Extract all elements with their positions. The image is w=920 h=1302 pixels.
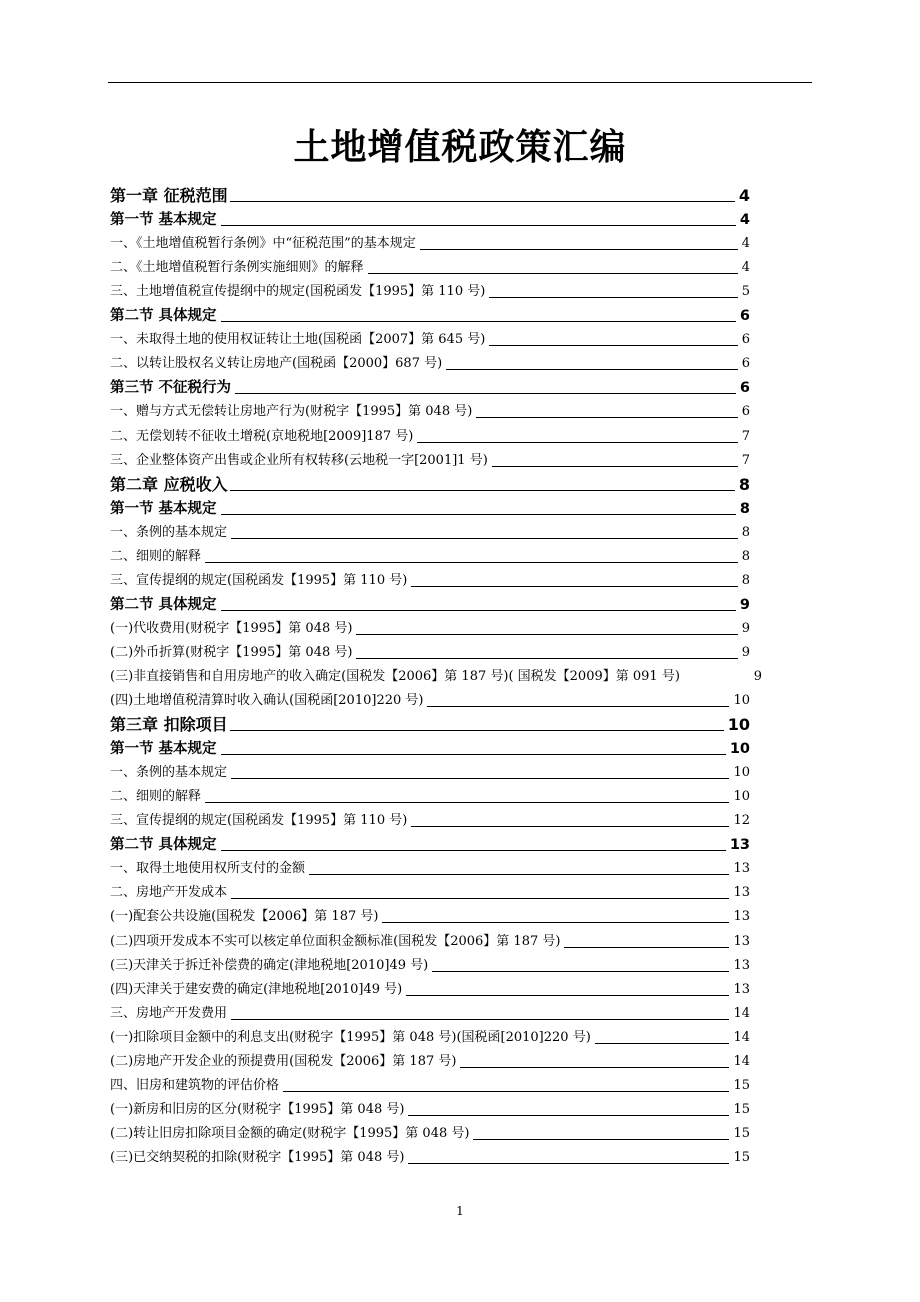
- toc-page-number: 7: [741, 428, 750, 444]
- toc-leader-line: [221, 514, 736, 515]
- toc-leader-line: [417, 442, 737, 443]
- toc-entry-text: 第二节 具体规定: [110, 308, 217, 325]
- toc-entry-item[interactable]: [110, 759, 750, 783]
- toc-page-number: 6: [741, 404, 750, 420]
- toc-entry-item[interactable]: [110, 422, 750, 446]
- toc-entry-text: 三、土地增值税宣传提纲中的规定(国税函发【1995】第 110 号): [110, 284, 486, 300]
- toc-entry-text: (四)土地增值税清算时收入确认(国税函[2010]220 号): [110, 693, 424, 709]
- toc-leader-line: [368, 273, 738, 274]
- toc-entry-item[interactable]: [110, 1024, 750, 1048]
- toc-page-number: 7: [741, 452, 750, 468]
- toc-leader-line: [231, 538, 738, 539]
- toc-page-number: 10: [727, 715, 750, 735]
- toc-leader-line: [595, 1043, 730, 1044]
- toc-page-number: 14: [733, 1053, 750, 1069]
- toc-entry-text: (一)扣除项目金额中的利息支出(财税字【1995】第 048 号)(国税函[2010]220 号): [110, 1029, 591, 1045]
- toc-page-number: 6: [739, 308, 750, 325]
- toc-page-number: 13: [733, 909, 750, 925]
- toc-leader-line: [235, 393, 736, 394]
- toc-entry-item[interactable]: [110, 783, 750, 807]
- toc-entry-text: (一)代收费用(财税字【1995】第 048 号): [110, 620, 353, 636]
- toc-entry-item[interactable]: [110, 976, 750, 1000]
- toc-leader-line: [230, 201, 735, 202]
- toc-entry-text: (一)配套公共设施(国税发【2006】第 187 号): [110, 909, 379, 925]
- toc-entry-text: (一)新房和旧房的区分(财税字【1995】第 048 号): [110, 1101, 405, 1117]
- toc-page-number: 5: [741, 284, 750, 300]
- toc-page-number: 13: [729, 837, 750, 854]
- toc-entry-text: (二)四项开发成本不实可以核定单位面积金额标准(国税发【2006】第 187 号): [110, 933, 561, 949]
- toc-leader-line: [221, 321, 736, 322]
- toc-entry-text: 四、旧房和建筑物的评估价格: [110, 1077, 280, 1093]
- toc-leader-line: [460, 1067, 729, 1068]
- toc-page-number: 9: [741, 644, 750, 660]
- toc-leader-line: [492, 466, 738, 467]
- toc-entry-item[interactable]: [110, 952, 750, 976]
- toc-entry-text: 二、无偿划转不征收土增税(京地税地[2009]187 号): [110, 428, 414, 444]
- toc-entry-text: 一、赠与方式无偿转让房地产行为(财税字【1995】第 048 号): [110, 404, 473, 420]
- toc-entry-item[interactable]: [110, 1000, 750, 1024]
- toc-entry-item[interactable]: [110, 903, 750, 927]
- toc-leader-line: [221, 225, 736, 226]
- toc-leader-line: [446, 369, 738, 370]
- toc-page-number: 15: [733, 1149, 750, 1165]
- toc-leader-line: [489, 297, 737, 298]
- toc-page-number: 13: [733, 861, 750, 877]
- toc-leader-line: [231, 898, 729, 899]
- toc-page-number: 8: [741, 548, 750, 564]
- toc-entry-text: 二、细则的解释: [110, 548, 202, 564]
- toc-leader-line: [427, 706, 729, 707]
- toc-leader-line: [411, 586, 737, 587]
- toc-entry-text: 二、《土地增值税暂行条例实施细则》的解释: [110, 260, 364, 276]
- toc-leader-line: [283, 1091, 729, 1092]
- toc-entry-item[interactable]: [110, 543, 750, 567]
- toc-leader-line: [382, 922, 729, 923]
- toc-entry-item[interactable]: [110, 1048, 750, 1072]
- toc-entry-text: 第一章 征税范围: [110, 186, 228, 206]
- header-rule: [108, 82, 812, 83]
- toc-entry-item[interactable]: [110, 278, 750, 302]
- document-title: 土地增值税政策汇编: [293, 127, 627, 168]
- toc-entry-item[interactable]: [110, 254, 750, 278]
- toc-leader-line: [489, 345, 737, 346]
- toc-leader-line: [473, 1139, 729, 1140]
- toc-entry-item[interactable]: [110, 855, 750, 879]
- toc-leader-line: [408, 1115, 729, 1116]
- toc-entry-text: 第三章 扣除项目: [110, 715, 228, 735]
- toc-entry-item[interactable]: [110, 398, 750, 422]
- toc-entry-text: 第三节 不征税行为: [110, 380, 232, 397]
- toc-entry-section[interactable]: [110, 831, 750, 855]
- toc-entry-chapter[interactable]: [110, 471, 750, 495]
- toc-entry-text: 一、取得土地使用权所支付的金额: [110, 861, 306, 877]
- toc-leader-line: [356, 634, 737, 635]
- toc-entry-text: 第二节 具体规定: [110, 596, 217, 613]
- toc-page-number: 9: [753, 668, 762, 684]
- toc-page-number: 8: [738, 474, 750, 494]
- toc-page-number: 8: [739, 500, 750, 517]
- toc-leader-line: [564, 947, 729, 948]
- toc-entry-chapter[interactable]: [110, 182, 750, 206]
- toc-leader-line: [356, 658, 737, 659]
- toc-entry-text: 三、宣传提纲的规定(国税函发【1995】第 110 号): [110, 572, 408, 588]
- toc-page-number: 6: [741, 356, 750, 372]
- toc-page-number: 8: [741, 572, 750, 588]
- toc-entry-item[interactable]: [110, 1072, 750, 1096]
- toc-entry-text: (二)转让旧房扣除项目金额的确定(财税字【1995】第 048 号): [110, 1125, 470, 1141]
- toc-entry-text: (三)已交纳契税的扣除(财税字【1995】第 048 号): [110, 1149, 405, 1165]
- toc-leader-line: [231, 1019, 729, 1020]
- toc-page-number: 15: [733, 1125, 750, 1141]
- toc-leader-line: [221, 610, 736, 611]
- toc-entry-text: 一、条例的基本规定: [110, 524, 228, 540]
- toc-leader-line: [221, 754, 726, 755]
- toc-entry-text: 二、以转让股权名义转让房地产(国税函【2000】687 号): [110, 356, 443, 372]
- toc-entry-section[interactable]: [110, 374, 750, 398]
- toc-entry-chapter[interactable]: [110, 711, 750, 735]
- toc-page-number: 9: [739, 596, 750, 613]
- toc-page-number: 10: [733, 765, 750, 781]
- toc-entry-item[interactable]: [110, 927, 750, 951]
- toc-leader-line: [432, 971, 729, 972]
- toc-page-number: 4: [738, 186, 750, 206]
- toc-entry-text: 一、《土地增值税暂行条例》中“征税范围”的基本规定: [110, 236, 416, 252]
- toc-page-number: 4: [741, 260, 750, 276]
- toc-entry-section[interactable]: [110, 206, 750, 230]
- toc-leader-line: [411, 826, 729, 827]
- toc-entry-item[interactable]: [110, 1120, 750, 1144]
- toc-entry-item[interactable]: [110, 1096, 750, 1120]
- toc-entry-item[interactable]: [110, 615, 750, 639]
- toc-entry-item[interactable]: [110, 519, 750, 543]
- toc-page-number: 15: [733, 1101, 750, 1117]
- toc-entry-text: 二、房地产开发成本: [110, 885, 228, 901]
- toc-leader-line: [230, 490, 735, 491]
- toc-entry-item[interactable]: [110, 567, 750, 591]
- toc-entry-item[interactable]: [110, 879, 750, 903]
- toc-entry-item[interactable]: [110, 639, 750, 663]
- toc-page-number: 13: [733, 957, 750, 973]
- toc-entry-text: 三、宣传提纲的规定(国税函发【1995】第 110 号): [110, 813, 408, 829]
- toc-page-number: 13: [733, 885, 750, 901]
- toc-entry-item[interactable]: [110, 687, 750, 711]
- toc-entry-text: 第二章 应税收入: [110, 474, 228, 494]
- toc-entry-item[interactable]: [110, 447, 750, 471]
- toc-page-number: 14: [733, 1029, 750, 1045]
- toc-entry-text: 第一节 基本规定: [110, 741, 217, 758]
- toc-page-number: 10: [733, 789, 750, 805]
- toc-entry-section[interactable]: [110, 495, 750, 519]
- toc-page-number: 14: [733, 1005, 750, 1021]
- toc-page-number: 4: [739, 212, 750, 229]
- toc-entry-text: 二、细则的解释: [110, 789, 202, 805]
- toc-page-number: 10: [733, 693, 750, 709]
- toc-entry-text: 三、房地产开发费用: [110, 1005, 228, 1021]
- toc-leader-line: [221, 850, 726, 851]
- toc-entry-text: 第二节 具体规定: [110, 837, 217, 854]
- toc-page-number: 15: [733, 1077, 750, 1093]
- toc-page-number: 6: [741, 332, 750, 348]
- toc-entry-section[interactable]: [110, 735, 750, 759]
- toc-leader-line: [309, 874, 729, 875]
- page-number: 1: [456, 1204, 464, 1218]
- toc-entry-item[interactable]: [110, 663, 762, 687]
- toc-entry-text: 第一节 基本规定: [110, 212, 217, 229]
- toc-page-number: 4: [741, 236, 750, 252]
- toc-entry-section[interactable]: [110, 302, 750, 326]
- toc-leader-line: [230, 730, 724, 731]
- toc-leader-line: [205, 802, 729, 803]
- toc-page-number: 8: [741, 524, 750, 540]
- toc-entry-item[interactable]: [110, 350, 750, 374]
- toc-entry-text: (二)外币折算(财税字【1995】第 048 号): [110, 644, 353, 660]
- toc-page-number: 6: [739, 380, 750, 397]
- toc-entry-text: 一、未取得土地的使用权证转让土地(国税函【2007】第 645 号): [110, 332, 486, 348]
- toc-leader-line: [205, 562, 738, 563]
- toc-entry-section[interactable]: [110, 591, 750, 615]
- toc-entry-text: (二)房地产开发企业的预提费用(国税发【2006】第 187 号): [110, 1053, 457, 1069]
- toc-entry-text: (三)非直接销售和自用房地产的收入确定(国税发【2006】第 187 号)( 国税发【2009】第 091 号): [110, 668, 680, 684]
- table-of-contents: [110, 182, 762, 1168]
- toc-leader-line: [231, 778, 729, 779]
- toc-page-number: 9: [741, 620, 750, 636]
- toc-entry-text: (四)天津关于建安费的确定(津地税地[2010]49 号): [110, 981, 403, 997]
- toc-entry-text: (三)天津关于拆迁补偿费的确定(津地税地[2010]49 号): [110, 957, 429, 973]
- toc-entry-text: 三、企业整体资产出售或企业所有权转移(云地税一字[2001]1 号): [110, 452, 488, 468]
- toc-page-number: 12: [733, 813, 750, 829]
- toc-leader-line: [420, 249, 738, 250]
- toc-entry-text: 一、条例的基本规定: [110, 765, 228, 781]
- toc-entry-item[interactable]: [110, 1144, 750, 1168]
- toc-leader-line: [406, 995, 729, 996]
- toc-entry-item[interactable]: [110, 230, 750, 254]
- toc-entry-text: 第一节 基本规定: [110, 500, 217, 517]
- toc-entry-item[interactable]: [110, 326, 750, 350]
- toc-leader-line: [476, 417, 737, 418]
- toc-page-number: 13: [733, 933, 750, 949]
- toc-page-number: 13: [733, 981, 750, 997]
- toc-page-number: 10: [729, 741, 750, 758]
- toc-entry-item[interactable]: [110, 807, 750, 831]
- toc-leader-line: [408, 1163, 729, 1164]
